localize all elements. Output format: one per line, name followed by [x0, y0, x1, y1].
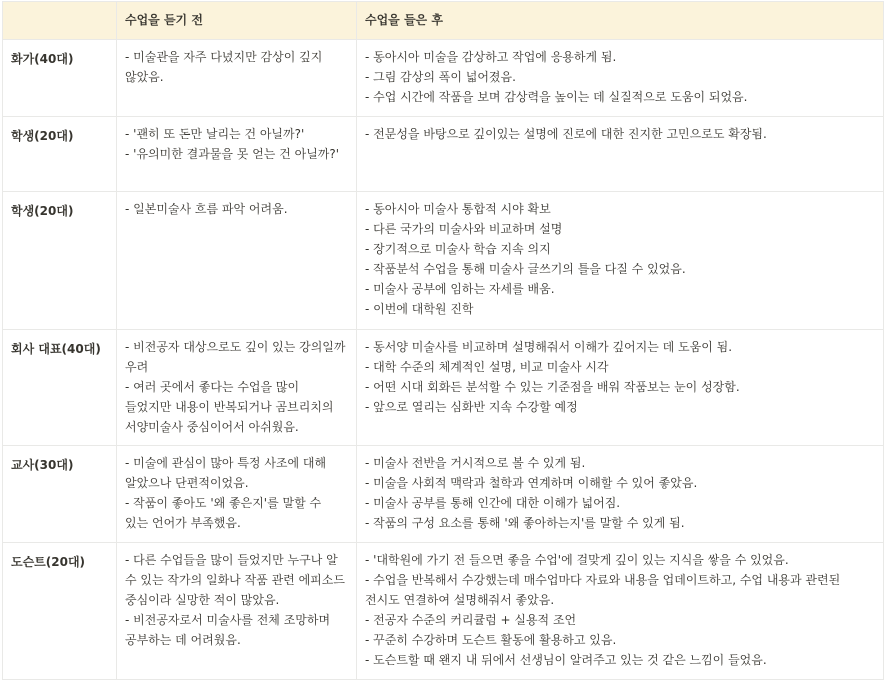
- after-line: - 작품의 구성 요소를 통해 '왜 좋아하는지'를 말할 수 있게 됨.: [365, 516, 685, 530]
- before-line: - 다른 수업들을 많이 들었지만 누구나 알 수 있는 작가의 일화나 작품 관련 에피소드 중심이라 실망한 적이 많았음.: [125, 553, 345, 607]
- before-cell: [117, 117, 357, 192]
- before-line: - 미술에 관심이 많아 특정 사조에 대해 알았으나 단편적이었음.: [125, 456, 327, 490]
- after-line: - '대학원에 가기 전 들으면 좋을 수업'에 걸맞게 깊이 있는 지식을 쌓을 수 있었음.: [365, 553, 789, 567]
- before-cell: [117, 330, 357, 446]
- before-cell: [117, 40, 357, 117]
- row-person: 교사(30대): [3, 446, 117, 543]
- after-line: - 미술사 공부를 통해 인간에 대한 이해가 넓어짐.: [365, 496, 621, 510]
- before-cell: [117, 192, 357, 330]
- after-cell: [357, 192, 884, 330]
- table-row: [3, 446, 884, 543]
- after-line: - 꾸준히 수강하며 도슨트 활동에 활용하고 있음.: [365, 633, 617, 647]
- after-line: - 수업을 반복해서 수강했는데 매수업마다 자료와 내용을 업데이트하고, 수업 내용과 관련된 전시도 연결하여 설명해줘서 좋았음.: [365, 573, 841, 607]
- before-line: - 일본미술사 흐름 파악 어려움.: [125, 202, 288, 216]
- header-who: [3, 2, 117, 40]
- header-row: [3, 2, 884, 40]
- after-line: - 전공자 수준의 커리큘럼 + 실용적 조언: [365, 613, 577, 627]
- after-line: - 전문성을 바탕으로 깊이있는 설명에 진로에 대한 진지한 고민으로도 확장됨.: [365, 127, 767, 141]
- after-line: - 미술을 사회적 맥락과 철학과 연계하며 이해할 수 있어 좋았음.: [365, 476, 698, 490]
- header-before: 수업을 듣기 전: [117, 2, 357, 40]
- table-row: [3, 543, 884, 680]
- table-row: [3, 330, 884, 446]
- before-cell: [117, 543, 357, 680]
- after-line: - 장기적으로 미술사 학습 지속 의지: [365, 242, 551, 256]
- before-line: - 비전공자 대상으로도 깊이 있는 강의일까 우려: [125, 340, 346, 374]
- after-line: - 작품분석 수업을 통해 미술사 글쓰기의 틀을 다질 수 있었음.: [365, 262, 686, 276]
- after-line: - 이번에 대학원 진학: [365, 302, 474, 316]
- after-line: - 도슨트할 때 왠지 내 뒤에서 선생님이 알려주고 있는 것 같은 느낌이 들었음.: [365, 653, 767, 667]
- table-row: [3, 117, 884, 192]
- after-line: - 다른 국가의 미술사와 비교하며 설명: [365, 222, 563, 236]
- table-row: [3, 192, 884, 330]
- row-person: 학생(20대): [3, 117, 117, 192]
- row-person: 학생(20대): [3, 192, 117, 330]
- before-line: - 여러 곳에서 좋다는 수업을 많이 들었지만 내용이 반복되거나 곰브리치의 서양미술사 중심이어서 아쉬웠음.: [125, 380, 334, 434]
- after-line: - 어떤 시대 회화든 분석할 수 있는 기준점을 배워 작품보는 눈이 성장함.: [365, 380, 740, 394]
- after-cell: [357, 543, 884, 680]
- after-cell: [357, 117, 884, 192]
- after-line: - 미술사 전반을 거시적으로 볼 수 있게 됨.: [365, 456, 586, 470]
- before-line: - 작품이 좋아도 '왜 좋은지'를 말할 수 있는 언어가 부족했음.: [125, 496, 322, 530]
- before-line: - 미술관을 자주 다녔지만 감상이 깊지 않았음.: [125, 50, 323, 84]
- after-line: - 미술사 공부에 임하는 자세를 배움.: [365, 282, 555, 296]
- after-line: - 수업 시간에 작품을 보며 감상력을 높이는 데 실질적으로 도움이 되었음.: [365, 90, 748, 104]
- before-cell: [117, 446, 357, 543]
- row-person: 도슨트(20대): [3, 543, 117, 680]
- after-line: - 동아시아 미술을 감상하고 작업에 응용하게 됨.: [365, 50, 617, 64]
- after-line: - 동아시아 미술사 통합적 시야 확보: [365, 202, 551, 216]
- before-line: - '괜히 또 돈만 날리는 건 아닐까?': [125, 127, 305, 141]
- after-line: - 동서양 미술사를 비교하며 설명해줘서 이해가 깊어지는 데 도움이 됨.: [365, 340, 733, 354]
- after-cell: [357, 40, 884, 117]
- after-cell: [357, 446, 884, 543]
- comparison-table: [2, 1, 884, 680]
- after-line: - 대학 수준의 체계적인 설명, 비교 미술사 시각: [365, 360, 609, 374]
- after-line: - 그림 감상의 폭이 넓어졌음.: [365, 70, 516, 84]
- row-person: 회사 대표(40대): [3, 330, 117, 446]
- table-row: [3, 40, 884, 117]
- after-line: - 앞으로 열리는 심화반 지속 수강할 예정: [365, 400, 578, 414]
- before-line: - 비전공자로서 미술사를 전체 조망하며 공부하는 데 어려웠음.: [125, 613, 331, 647]
- after-cell: [357, 330, 884, 446]
- header-after: 수업을 들은 후: [357, 2, 884, 40]
- before-line: - '유의미한 결과물을 못 얻는 건 아닐까?': [125, 147, 340, 161]
- row-person: 화가(40대): [3, 40, 117, 117]
